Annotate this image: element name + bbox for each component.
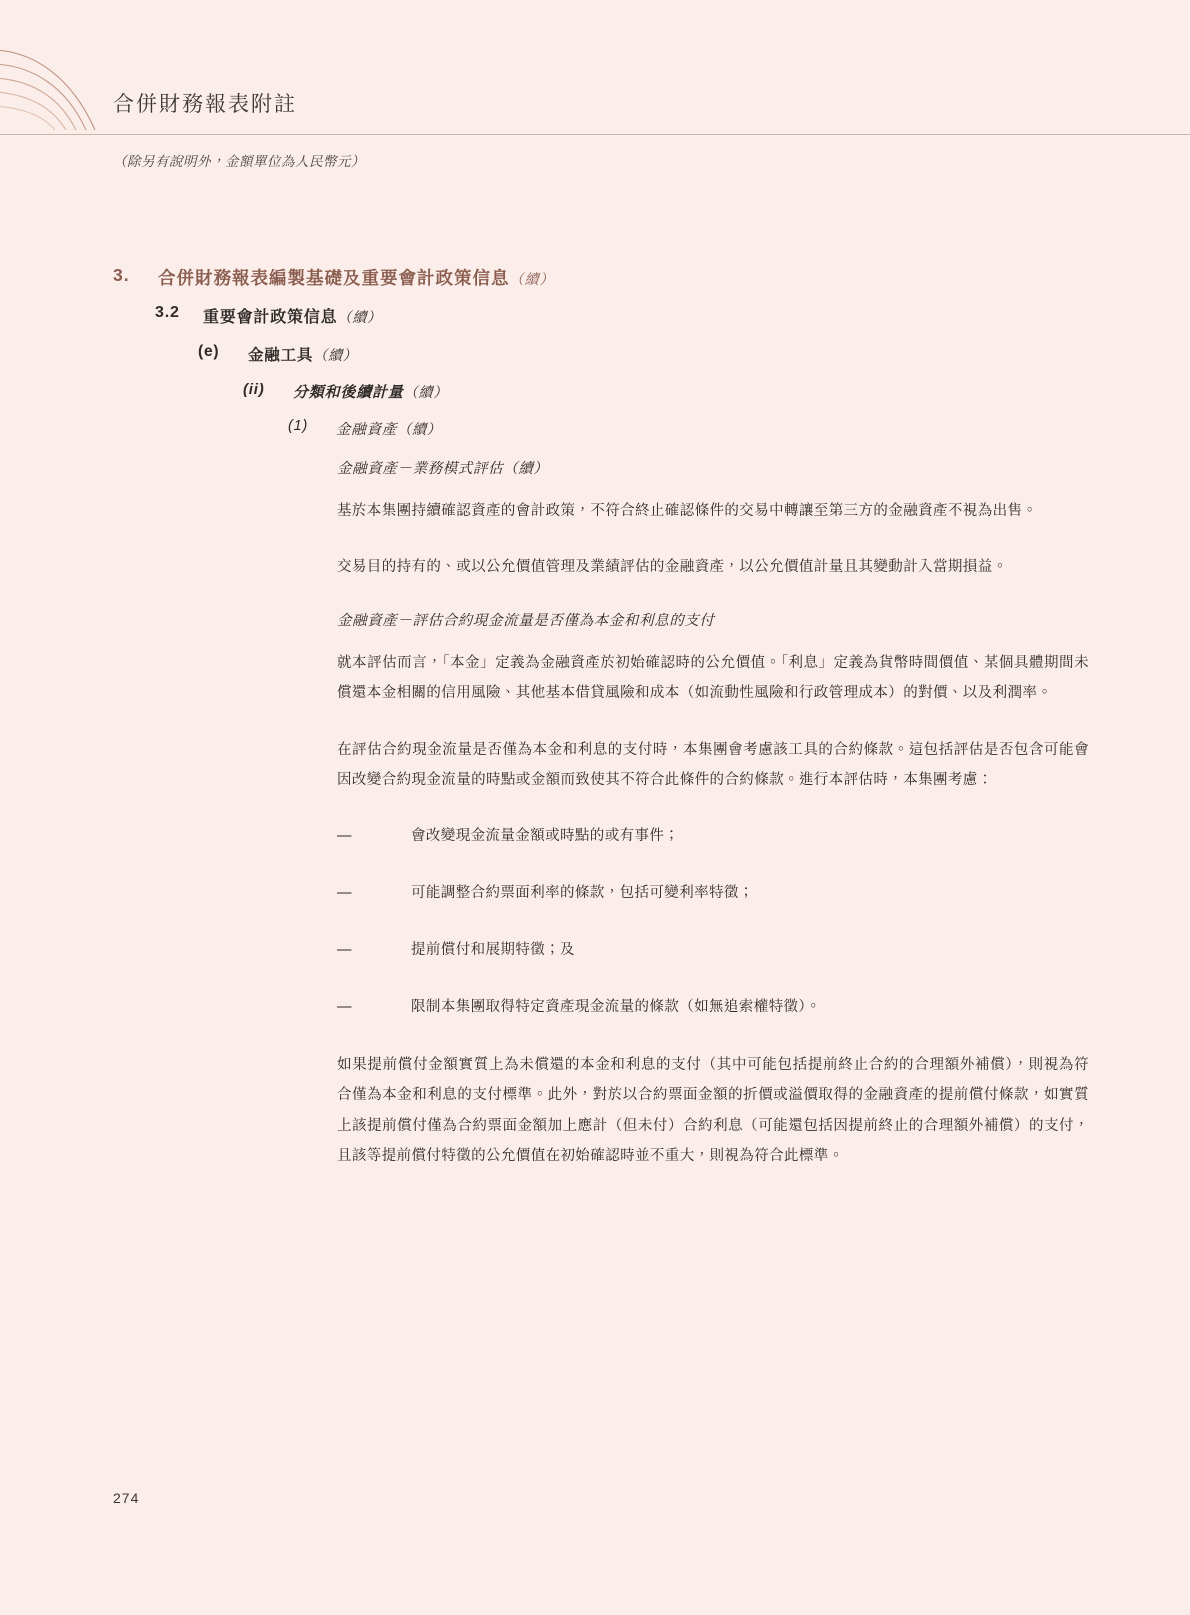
document-body — [0, 265, 1190, 1197]
list-item — [337, 822, 1089, 851]
paragraph-2: 交易目的持有的、或以公允價值管理及業績評估的金融資產，以公允價值計量且其變動計入當期損益。 — [337, 559, 1008, 576]
section-title-level2: 重要會計政策信息 — [203, 309, 338, 326]
bullet-list — [337, 822, 1089, 1022]
header-divider — [0, 134, 1190, 135]
subheading-cashflow-assessment: 金融資產－評估合約現金流量是否僅為本金和利息的支付 — [337, 612, 715, 629]
section-number-level1: 3. — [113, 265, 130, 285]
curved-lines-decoration-icon — [0, 30, 110, 130]
paragraph-3: 就本評估而言，「本金」定義為金融資產於初始確認時的公允價值。「利息」定義為貨幣時間價值、某個具體期間未償還本金相關的信用風險、其他基本借貸風險和成本（如流動性風險和行政管理成本）的對價、以及利潤率。 — [337, 654, 1089, 702]
section-number-level5: (1) — [288, 418, 309, 434]
dash-marker: — — [337, 941, 352, 958]
section-continued-level2: （續） — [337, 309, 382, 325]
paragraph-4: 在評估合約現金流量是否僅為本金和利息的支付時，本集團會考慮該工具的合約條款。這包括評估是否包含可能會因改變合約現金流量的時點或金額而致使其不符合此條件的合約條款。進行本評估時，本集團考慮： — [337, 741, 1089, 789]
list-item-text: 可能調整合約票面利率的條款，包括可變利率特徵； — [411, 884, 754, 901]
list-item-text: 提前償付和展期特徵；及 — [411, 941, 575, 958]
section-heading-level2 — [155, 304, 1190, 327]
section-title-level3: 金融工具 — [248, 347, 314, 364]
section-heading-level3 — [198, 343, 1190, 365]
section-heading-level1 — [113, 265, 1190, 290]
section-continued-level3: （續） — [313, 347, 358, 363]
page-header — [0, 0, 1190, 169]
section-title-level1: 合併財務報表編製基礎及重要會計政策信息 — [158, 268, 510, 288]
list-item — [337, 879, 1089, 908]
section-number-level4: (ii) — [243, 381, 265, 398]
page-title: 合併財務報表附註 — [113, 93, 297, 116]
list-item — [337, 936, 1089, 965]
dash-marker: — — [337, 998, 352, 1015]
dash-marker: — — [337, 827, 352, 844]
subheading-business-model: 金融資產－業務模式評估（續） — [337, 461, 549, 477]
dash-marker: — — [337, 884, 352, 901]
page-number: 274 — [113, 1490, 140, 1506]
section-continued-level4: （續） — [403, 384, 449, 400]
section-title-level4: 分類和後續計量 — [293, 384, 404, 401]
section-continued-level1: （續） — [509, 271, 555, 287]
paragraph-1: 基於本集團持續確認資產的會計政策，不符合終止確認條件的交易中轉讓至第三方的金融資產不視為出售。 — [337, 503, 1038, 519]
body-column — [337, 457, 1089, 1171]
section-heading-level5 — [288, 418, 1190, 439]
section-continued-level5: （續） — [397, 421, 442, 437]
list-item — [337, 993, 1089, 1022]
section-number-level2: 3.2 — [155, 304, 180, 321]
header-note: （除另有說明外，金額單位為人民幣元） — [113, 154, 365, 169]
section-heading-level4 — [243, 381, 1190, 402]
paragraph-5: 如果提前償付金額實質上為未償還的本金和利息的支付（其中可能包括提前終止合約的合理額外補償），則視為符合僅為本金和利息的支付標準。此外，對於以合約票面金額的折價或溢價取得的金融資產的提前償付條款，如實質上該提前償付僅為合約票面金額加上應計（但未付）合約利息（可能還包括因提前終止的合理額外補償）的支付，且該等提前償付特徵的公允價值在初始確認時並不重大，則視為符合此標準。 — [337, 1056, 1089, 1164]
section-number-level3: (e) — [198, 343, 220, 360]
list-item-text: 會改變現金流量金額或時點的或有事件； — [411, 827, 680, 844]
section-title-level5: 金融資產 — [336, 422, 398, 438]
list-item-text: 限制本集團取得特定資產現金流量的條款（如無追索權特徵）。 — [411, 998, 821, 1015]
